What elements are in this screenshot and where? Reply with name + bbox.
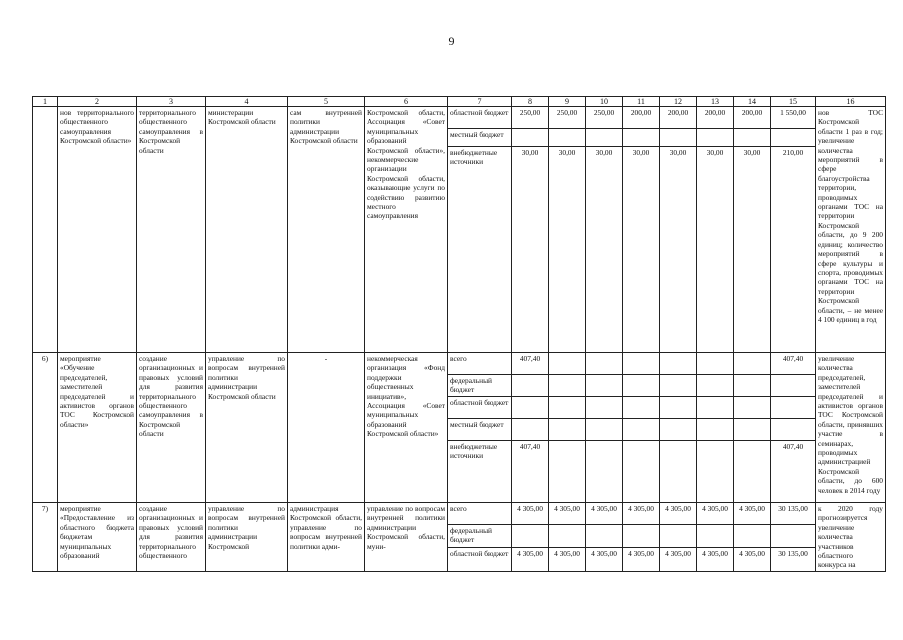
amount-cell: 4 305,00 — [623, 548, 660, 572]
funding-source-cell: внебюджетные источники — [448, 147, 512, 353]
goal-cell: создание организационных и правовых условий для развития территориального общественного — [137, 503, 206, 572]
executor-cell: управление по вопросам внутренней политики администрации Костромской — [206, 503, 288, 572]
header-cell: 16 — [816, 97, 886, 107]
amount-cell: 200,00 — [697, 107, 734, 129]
amount-cell: 250,00 — [586, 107, 623, 129]
amount-cell: 4 305,00 — [549, 503, 586, 525]
amount-cell — [512, 375, 549, 397]
amount-cell — [660, 353, 697, 375]
amount-cell — [623, 375, 660, 397]
participants-cell: управление по вопросам внутренней политики администрации Костромской области, муни- — [365, 503, 448, 572]
header-row — [33, 97, 886, 107]
amount-cell — [512, 397, 549, 419]
amount-cell — [697, 419, 734, 441]
amount-cell — [549, 441, 586, 503]
executor-cell: министерации Костромской области — [206, 107, 288, 353]
co-executor-cell: - — [288, 353, 365, 503]
amount-cell: 250,00 — [549, 107, 586, 129]
amount-cell: 4 305,00 — [586, 503, 623, 525]
activity-name-cell: мероприятие «Предоставление из областного бюджета бюджетам муниципальных образований — [58, 503, 137, 572]
amount-cell — [549, 353, 586, 375]
amount-cell — [697, 353, 734, 375]
amount-cell: 407,40 — [771, 441, 816, 503]
header-cell: 4 — [206, 97, 288, 107]
amount-cell — [734, 353, 771, 375]
co-executor-cell: сам внутренней политики администрации Костромской области — [288, 107, 365, 353]
funding-source-cell: областной бюджет — [448, 548, 512, 572]
amount-cell — [771, 375, 816, 397]
table-row — [33, 503, 886, 525]
amount-cell — [697, 524, 734, 548]
header-cell: 5 — [288, 97, 365, 107]
amount-cell: 4 305,00 — [660, 548, 697, 572]
amount-cell — [549, 129, 586, 147]
funding-source-cell: всего — [448, 353, 512, 375]
amount-cell — [586, 441, 623, 503]
amount-cell: 4 305,00 — [734, 503, 771, 525]
amount-cell — [771, 419, 816, 441]
amount-cell — [734, 397, 771, 419]
amount-cell — [586, 397, 623, 419]
amount-cell — [549, 397, 586, 419]
header-cell: 1 — [33, 97, 58, 107]
amount-cell: 30,00 — [734, 147, 771, 353]
amount-cell — [512, 419, 549, 441]
amount-cell — [660, 375, 697, 397]
header-cell: 15 — [771, 97, 816, 107]
table-row — [33, 107, 886, 129]
co-executor-cell: администрация Костромской области, управление по вопросам внутренней политики адми- — [288, 503, 365, 572]
amount-cell: 30,00 — [586, 147, 623, 353]
amount-cell — [697, 375, 734, 397]
amount-cell: 200,00 — [623, 107, 660, 129]
funding-source-cell: федеральный бюджет — [448, 524, 512, 548]
amount-cell — [586, 353, 623, 375]
amount-cell — [549, 419, 586, 441]
amount-cell — [734, 441, 771, 503]
amount-cell: 4 305,00 — [512, 548, 549, 572]
funding-source-cell: областной бюджет — [448, 107, 512, 129]
activity-name-cell: нов территориального общественного самоуправления Костромской области» — [58, 107, 137, 353]
amount-cell: 407,40 — [771, 353, 816, 375]
amount-cell: 4 305,00 — [623, 503, 660, 525]
goal-cell: создание организационных и правовых условий для развития территориального общественного самоуправления в Костромской области — [137, 353, 206, 503]
amount-cell — [586, 419, 623, 441]
header-cell: 9 — [549, 97, 586, 107]
funding-source-cell: областной бюджет — [448, 397, 512, 419]
header-cell: 14 — [734, 97, 771, 107]
amount-cell — [623, 441, 660, 503]
header-cell: 2 — [58, 97, 137, 107]
participants-cell: Костромской области, Ассоциация «Совет муниципальных образований Костромской области», некоммерческие организации Костромской области, оказывающие услуги по содействию развитию местного самоуправления — [365, 107, 448, 353]
amount-cell: 200,00 — [734, 107, 771, 129]
table-row — [33, 353, 886, 375]
funding-source-cell: местный бюджет — [448, 129, 512, 147]
row-number-cell — [33, 107, 58, 353]
amount-cell — [512, 129, 549, 147]
amount-cell: 30 135,00 — [771, 503, 816, 525]
row-number-cell: 6) — [33, 353, 58, 503]
amount-cell — [586, 524, 623, 548]
amount-cell: 4 305,00 — [697, 548, 734, 572]
amount-cell — [586, 375, 623, 397]
amount-cell: 4 305,00 — [660, 503, 697, 525]
amount-cell: 4 305,00 — [586, 548, 623, 572]
page-number: 9 — [448, 34, 455, 48]
amount-cell — [660, 397, 697, 419]
amount-cell — [623, 353, 660, 375]
activity-name-cell: мероприятие «Обучение председателей, заместителей председателей и активистов органов ТОС Костромской области» — [58, 353, 137, 503]
amount-cell: 30,00 — [623, 147, 660, 353]
amount-cell: 210,00 — [771, 147, 816, 353]
header-cell: 12 — [660, 97, 697, 107]
amount-cell — [586, 129, 623, 147]
amount-cell — [771, 129, 816, 147]
amount-cell: 30,00 — [549, 147, 586, 353]
expected-result-cell: увеличение количества председателей, заместителей председателей и активистов органов ТОС Костромской области, принявших участие в семинарах, проводимых администрацией Костромской области, до 600 человек в 2014 году — [816, 353, 886, 503]
amount-cell: 407,40 — [512, 353, 549, 375]
expected-result-cell: нов ТОС Костромской области 1 раз в год; увеличение количества мероприятий в сфере благоустройства территории, проводимых органами ТОС на территории Костромской области, до 9 200 единиц; количество мероприятий в сфере культуры и спорта, проводимых органами ТОС на территории Костромской области, – не менее 4 100 единиц в год — [816, 107, 886, 353]
expected-result-cell: к 2020 году прогнозируется увеличение количества участников областного конкурса на — [816, 503, 886, 572]
amount-cell — [771, 524, 816, 548]
header-cell: 7 — [448, 97, 512, 107]
amount-cell: 200,00 — [660, 107, 697, 129]
header-cell: 6 — [365, 97, 448, 107]
amount-cell — [734, 129, 771, 147]
amount-cell: 30,00 — [660, 147, 697, 353]
amount-cell — [697, 129, 734, 147]
amount-cell — [660, 419, 697, 441]
amount-cell — [549, 524, 586, 548]
header-cell: 8 — [512, 97, 549, 107]
amount-cell: 407,40 — [512, 441, 549, 503]
amount-cell — [734, 375, 771, 397]
amount-cell — [734, 524, 771, 548]
amount-cell: 4 305,00 — [734, 548, 771, 572]
amount-cell — [549, 375, 586, 397]
amount-cell — [697, 441, 734, 503]
amount-cell — [623, 397, 660, 419]
amount-cell: 30,00 — [697, 147, 734, 353]
funding-source-cell: федеральный бюджет — [448, 375, 512, 397]
amount-cell — [734, 419, 771, 441]
amount-cell: 30,00 — [512, 147, 549, 353]
amount-cell: 4 305,00 — [512, 503, 549, 525]
amount-cell — [771, 397, 816, 419]
amount-cell — [623, 524, 660, 548]
header-cell: 13 — [697, 97, 734, 107]
funding-source-cell: внебюджетные источники — [448, 441, 512, 503]
amount-cell: 250,00 — [512, 107, 549, 129]
goal-cell: территориального общественного самоуправления в Костромской области — [137, 107, 206, 353]
participants-cell: некоммерческая организация «Фонд поддержки общественных инициатив», Ассоциация «Совет муниципальных образований Костромской области» — [365, 353, 448, 503]
amount-cell: 1 550,00 — [771, 107, 816, 129]
header-cell: 11 — [623, 97, 660, 107]
amount-cell — [623, 419, 660, 441]
row-number-cell: 7) — [33, 503, 58, 572]
amount-cell — [512, 524, 549, 548]
amount-cell — [623, 129, 660, 147]
amount-cell — [697, 397, 734, 419]
program-table — [32, 96, 886, 572]
funding-source-cell: всего — [448, 503, 512, 525]
header-cell: 3 — [137, 97, 206, 107]
amount-cell: 4 305,00 — [549, 548, 586, 572]
amount-cell — [660, 441, 697, 503]
amount-cell — [660, 129, 697, 147]
amount-cell: 30 135,00 — [771, 548, 816, 572]
amount-cell: 4 305,00 — [697, 503, 734, 525]
header-cell: 10 — [586, 97, 623, 107]
amount-cell — [660, 524, 697, 548]
executor-cell: управление по вопросам внутренней политики администрации Костромской области — [206, 353, 288, 503]
funding-source-cell: местный бюджет — [448, 419, 512, 441]
